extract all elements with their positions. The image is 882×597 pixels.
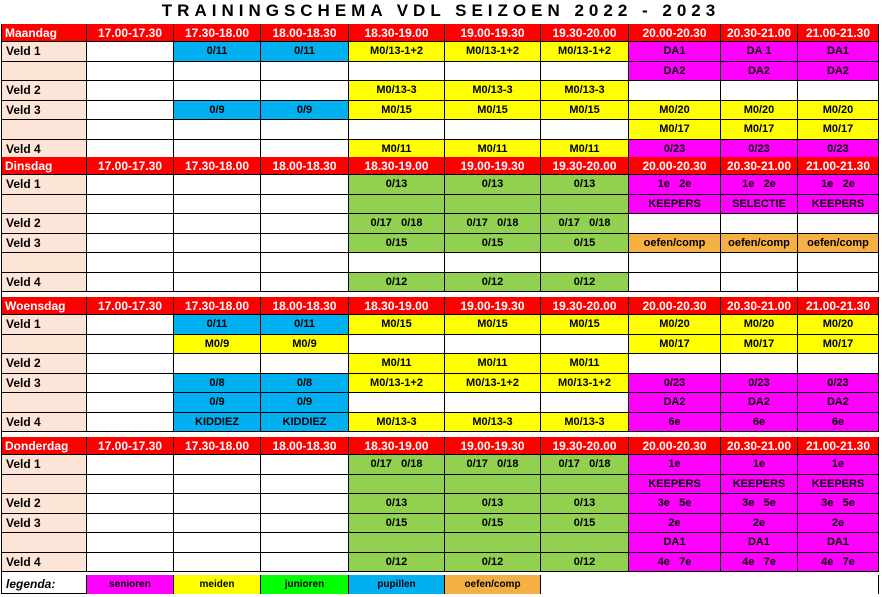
training-slot: oefen/comp: [721, 234, 798, 254]
veld-label: Veld 3: [2, 374, 87, 394]
training-slot: DA1: [721, 533, 798, 553]
time-header: 18.30-19.00: [349, 24, 445, 42]
training-slot: 0/11: [174, 42, 261, 62]
training-slot: 0/11: [261, 42, 349, 62]
training-slot: KEEPERS: [721, 475, 798, 495]
training-slot: M0/15: [445, 315, 541, 335]
veld-label: Veld 3: [2, 101, 87, 121]
empty-slot: [174, 553, 261, 573]
empty-slot: [349, 195, 445, 215]
empty-slot: [87, 234, 174, 254]
training-slot: 0/23: [721, 140, 798, 160]
empty-slot: [261, 175, 349, 195]
training-slot: 0/13: [445, 175, 541, 195]
empty-slot: [445, 533, 541, 553]
training-slot: DA1: [629, 533, 721, 553]
veld-label: Veld 4: [2, 140, 87, 160]
training-slot: M0/15: [349, 101, 445, 121]
empty-slot: [541, 475, 629, 495]
training-slot: 0/12: [445, 273, 541, 293]
training-slot: 0/11: [261, 315, 349, 335]
training-slot: 0/13: [445, 494, 541, 514]
training-slot: M0/13-1+2: [541, 374, 629, 394]
training-slot: SELECTIE: [721, 195, 798, 215]
time-header: 19.00-19.30: [445, 24, 541, 42]
training-slot: 6e: [629, 413, 721, 433]
training-slot: M0/13-1+2: [541, 42, 629, 62]
time-header: 18.30-19.00: [349, 297, 445, 315]
training-slot: M0/17: [629, 335, 721, 355]
training-slot: 0/15: [349, 514, 445, 534]
training-slot: 6e: [798, 413, 879, 433]
empty-slot: [87, 533, 174, 553]
empty-slot: [721, 81, 798, 101]
training-slot: 1e: [721, 455, 798, 475]
empty-slot: [629, 214, 721, 234]
training-slot: 2e: [798, 514, 879, 534]
empty-slot: [174, 195, 261, 215]
training-slot: 1e: [798, 455, 879, 475]
veld-label: [2, 253, 87, 273]
empty-slot: [445, 120, 541, 140]
day-header: Donderdag: [2, 437, 87, 455]
veld-label: [2, 335, 87, 355]
training-slot: 0/9: [174, 101, 261, 121]
empty-slot: [87, 553, 174, 573]
empty-slot: [798, 214, 879, 234]
training-slot: 0/12: [445, 553, 541, 573]
empty-slot: [87, 273, 174, 293]
training-slot: 0/23: [798, 374, 879, 394]
training-slot: 0/17 0/18: [541, 214, 629, 234]
empty-slot: [261, 234, 349, 254]
empty-slot: [349, 335, 445, 355]
training-slot: KEEPERS: [629, 195, 721, 215]
training-slot: M0/11: [541, 354, 629, 374]
training-slot: 2e: [721, 514, 798, 534]
training-slot: 0/15: [349, 234, 445, 254]
empty-slot: [174, 120, 261, 140]
veld-label: [2, 475, 87, 495]
training-slot: M0/15: [445, 101, 541, 121]
training-slot: M0/20: [721, 315, 798, 335]
empty-slot: [87, 374, 174, 394]
veld-label: [2, 393, 87, 413]
legend-spacer: [541, 575, 879, 594]
training-slot: M0/13-1+2: [349, 374, 445, 394]
training-slot: DA2: [798, 393, 879, 413]
training-slot: 0/23: [629, 374, 721, 394]
empty-slot: [541, 393, 629, 413]
empty-slot: [174, 62, 261, 82]
empty-slot: [721, 253, 798, 273]
training-slot: M0/20: [798, 315, 879, 335]
training-slot: oefen/comp: [798, 234, 879, 254]
training-slot: M0/13-1+2: [445, 374, 541, 394]
training-slot: 0/15: [541, 514, 629, 534]
training-slot: 0/17 0/18: [445, 455, 541, 475]
veld-label: [2, 533, 87, 553]
training-slot: M0/20: [629, 315, 721, 335]
training-slot: 1e: [629, 455, 721, 475]
empty-slot: [87, 214, 174, 234]
empty-slot: [87, 393, 174, 413]
empty-slot: [798, 273, 879, 293]
empty-slot: [174, 234, 261, 254]
training-slot: 0/9: [261, 101, 349, 121]
training-slot: M0/17: [629, 120, 721, 140]
training-slot: M0/11: [541, 140, 629, 160]
empty-slot: [261, 81, 349, 101]
empty-slot: [349, 393, 445, 413]
time-header: 17.00-17.30: [87, 157, 174, 175]
training-slot: M0/11: [445, 140, 541, 160]
veld-label: Veld 4: [2, 553, 87, 573]
training-slot: 0/15: [445, 514, 541, 534]
time-header: 19.30-20.00: [541, 437, 629, 455]
day-header: Maandag: [2, 24, 87, 42]
time-header: 20.00-20.30: [629, 297, 721, 315]
training-slot: M0/11: [349, 354, 445, 374]
training-slot: M0/15: [349, 315, 445, 335]
time-header: 21.00-21.30: [798, 297, 879, 315]
empty-slot: [349, 120, 445, 140]
empty-slot: [541, 195, 629, 215]
empty-slot: [261, 62, 349, 82]
training-slot: M0/17: [721, 335, 798, 355]
training-slot: 1e 2e: [798, 175, 879, 195]
time-header: 20.30-21.00: [721, 157, 798, 175]
veld-label: Veld 2: [2, 494, 87, 514]
training-slot: M0/20: [798, 101, 879, 121]
training-slot: M0/17: [798, 335, 879, 355]
empty-slot: [261, 273, 349, 293]
empty-slot: [174, 475, 261, 495]
time-header: 19.00-19.30: [445, 157, 541, 175]
training-slot: 1e 2e: [629, 175, 721, 195]
training-slot: 0/13: [541, 494, 629, 514]
legend-item: pupillen: [349, 575, 445, 594]
training-slot: 6e: [721, 413, 798, 433]
training-slot: DA2: [721, 393, 798, 413]
empty-slot: [174, 455, 261, 475]
training-slot: M0/13-3: [445, 81, 541, 101]
empty-slot: [87, 475, 174, 495]
time-header: 17.30-18.00: [174, 297, 261, 315]
training-slot: 3e 5e: [629, 494, 721, 514]
training-slot: 0/11: [174, 315, 261, 335]
empty-slot: [798, 253, 879, 273]
training-slot: DA2: [721, 62, 798, 82]
training-slot: DA1: [798, 533, 879, 553]
empty-slot: [174, 494, 261, 514]
empty-slot: [798, 81, 879, 101]
time-header: 17.00-17.30: [87, 437, 174, 455]
time-header: 21.00-21.30: [798, 24, 879, 42]
training-slot: 3e 5e: [721, 494, 798, 514]
empty-slot: [87, 253, 174, 273]
time-header: 19.00-19.30: [445, 297, 541, 315]
veld-label: Veld 3: [2, 514, 87, 534]
empty-slot: [445, 475, 541, 495]
time-header: 19.00-19.30: [445, 437, 541, 455]
empty-slot: [261, 253, 349, 273]
training-slot: 0/15: [445, 234, 541, 254]
empty-slot: [445, 335, 541, 355]
training-slot: M0/13-3: [349, 81, 445, 101]
empty-slot: [541, 62, 629, 82]
training-slot: M0/15: [541, 101, 629, 121]
time-header: 19.30-20.00: [541, 157, 629, 175]
empty-slot: [87, 315, 174, 335]
time-header: 18.30-19.00: [349, 437, 445, 455]
veld-label: Veld 4: [2, 273, 87, 293]
time-header: 18.30-19.00: [349, 157, 445, 175]
training-slot: KEEPERS: [798, 195, 879, 215]
training-slot: M0/13-3: [445, 413, 541, 433]
training-slot: 0/17 0/18: [541, 455, 629, 475]
empty-slot: [261, 514, 349, 534]
empty-slot: [174, 514, 261, 534]
training-slot: 0/13: [349, 494, 445, 514]
veld-label: Veld 1: [2, 455, 87, 475]
empty-slot: [261, 533, 349, 553]
time-header: 18.00-18.30: [261, 157, 349, 175]
veld-label: Veld 2: [2, 354, 87, 374]
training-slot: M0/9: [261, 335, 349, 355]
training-slot: M0/9: [174, 335, 261, 355]
training-slot: 4e 7e: [629, 553, 721, 573]
training-slot: 0/17 0/18: [349, 214, 445, 234]
training-slot: 0/12: [349, 553, 445, 573]
training-slot: DA1: [629, 42, 721, 62]
empty-slot: [349, 475, 445, 495]
veld-label: Veld 2: [2, 81, 87, 101]
training-slot: 0/17 0/18: [349, 455, 445, 475]
training-slot: 0/13: [349, 175, 445, 195]
training-slot: 0/15: [541, 234, 629, 254]
empty-slot: [541, 335, 629, 355]
training-slot: M0/15: [541, 315, 629, 335]
veld-label: Veld 3: [2, 234, 87, 254]
training-slot: DA2: [629, 393, 721, 413]
training-slot: 0/23: [629, 140, 721, 160]
training-slot: 4e 7e: [721, 553, 798, 573]
empty-slot: [629, 253, 721, 273]
veld-label: [2, 195, 87, 215]
training-slot: 0/8: [261, 374, 349, 394]
empty-slot: [721, 214, 798, 234]
empty-slot: [87, 354, 174, 374]
training-slot: 0/23: [798, 140, 879, 160]
empty-slot: [174, 533, 261, 553]
veld-label: Veld 1: [2, 42, 87, 62]
empty-slot: [541, 533, 629, 553]
empty-slot: [445, 195, 541, 215]
empty-slot: [174, 273, 261, 293]
time-header: 20.30-21.00: [721, 437, 798, 455]
training-slot: 0/12: [349, 273, 445, 293]
training-slot: M0/11: [349, 140, 445, 160]
time-header: 18.00-18.30: [261, 24, 349, 42]
training-slot: M0/20: [721, 101, 798, 121]
training-slot: KIDDIEZ: [261, 413, 349, 433]
veld-label: [2, 62, 87, 82]
empty-slot: [174, 354, 261, 374]
day-header: Dinsdag: [2, 157, 87, 175]
training-slot: M0/17: [798, 120, 879, 140]
training-slot: 0/9: [174, 393, 261, 413]
empty-slot: [174, 253, 261, 273]
empty-slot: [261, 354, 349, 374]
legend-item: senioren: [87, 575, 174, 594]
empty-slot: [541, 253, 629, 273]
time-header: 18.00-18.30: [261, 297, 349, 315]
time-header: 17.00-17.30: [87, 24, 174, 42]
empty-slot: [261, 553, 349, 573]
training-slot: M0/13-3: [349, 413, 445, 433]
time-header: 17.00-17.30: [87, 297, 174, 315]
training-slot: DA1: [798, 42, 879, 62]
time-header: 20.00-20.30: [629, 24, 721, 42]
training-slot: M0/13-1+2: [445, 42, 541, 62]
legend-item: oefen/comp: [445, 575, 541, 594]
empty-slot: [721, 273, 798, 293]
time-header: 18.00-18.30: [261, 437, 349, 455]
empty-slot: [629, 273, 721, 293]
empty-slot: [87, 494, 174, 514]
training-slot: 0/23: [721, 374, 798, 394]
empty-slot: [349, 533, 445, 553]
empty-slot: [87, 120, 174, 140]
time-header: 17.30-18.00: [174, 437, 261, 455]
time-header: 21.00-21.30: [798, 157, 879, 175]
time-header: 20.30-21.00: [721, 297, 798, 315]
time-header: 20.00-20.30: [629, 437, 721, 455]
training-slot: 0/17 0/18: [445, 214, 541, 234]
legend-item: meiden: [174, 575, 261, 594]
veld-label: Veld 2: [2, 214, 87, 234]
empty-slot: [798, 354, 879, 374]
training-slot: 2e: [629, 514, 721, 534]
empty-slot: [629, 354, 721, 374]
training-slot: KIDDIEZ: [174, 413, 261, 433]
time-header: 17.30-18.00: [174, 24, 261, 42]
training-slot: M0/13-1+2: [349, 42, 445, 62]
empty-slot: [445, 253, 541, 273]
empty-slot: [87, 42, 174, 62]
empty-slot: [721, 354, 798, 374]
empty-slot: [174, 175, 261, 195]
time-header: 20.00-20.30: [629, 157, 721, 175]
training-slot: 4e 7e: [798, 553, 879, 573]
training-slot: M0/20: [629, 101, 721, 121]
empty-slot: [445, 62, 541, 82]
legend-item: junioren: [261, 575, 349, 594]
training-slot: 0/12: [541, 553, 629, 573]
page-title: TRAININGSCHEMA VDL SEIZOEN 2022 - 2023: [161, 1, 721, 20]
training-slot: 0/12: [541, 273, 629, 293]
training-slot: DA 1: [721, 42, 798, 62]
empty-slot: [87, 195, 174, 215]
training-slot: KEEPERS: [629, 475, 721, 495]
empty-slot: [629, 81, 721, 101]
training-slot: 0/8: [174, 374, 261, 394]
empty-slot: [87, 101, 174, 121]
empty-slot: [445, 393, 541, 413]
empty-slot: [174, 214, 261, 234]
empty-slot: [261, 214, 349, 234]
empty-slot: [87, 335, 174, 355]
veld-label: [2, 120, 87, 140]
empty-slot: [87, 413, 174, 433]
empty-slot: [87, 81, 174, 101]
empty-slot: [87, 62, 174, 82]
empty-slot: [261, 494, 349, 514]
empty-slot: [349, 253, 445, 273]
training-slot: DA2: [629, 62, 721, 82]
training-slot: 1e 2e: [721, 175, 798, 195]
training-slot: M0/17: [721, 120, 798, 140]
empty-slot: [261, 455, 349, 475]
time-header: 20.30-21.00: [721, 24, 798, 42]
empty-slot: [541, 120, 629, 140]
training-slot: 0/9: [261, 393, 349, 413]
veld-label: Veld 4: [2, 413, 87, 433]
empty-slot: [87, 455, 174, 475]
training-slot: KEEPERS: [798, 475, 879, 495]
training-slot: DA2: [798, 62, 879, 82]
training-slot: M0/11: [445, 354, 541, 374]
training-slot: M0/13-3: [541, 81, 629, 101]
training-slot: oefen/comp: [629, 234, 721, 254]
training-slot: 0/13: [541, 175, 629, 195]
training-slot: 3e 5e: [798, 494, 879, 514]
empty-slot: [87, 514, 174, 534]
training-slot: M0/13-3: [541, 413, 629, 433]
day-header: Woensdag: [2, 297, 87, 315]
time-header: 21.00-21.30: [798, 437, 879, 455]
empty-slot: [174, 81, 261, 101]
legend-label: legenda:: [2, 575, 87, 594]
empty-slot: [261, 475, 349, 495]
veld-label: Veld 1: [2, 315, 87, 335]
empty-slot: [349, 62, 445, 82]
veld-label: Veld 1: [2, 175, 87, 195]
empty-slot: [261, 195, 349, 215]
empty-slot: [261, 120, 349, 140]
time-header: 19.30-20.00: [541, 24, 629, 42]
empty-slot: [87, 175, 174, 195]
time-header: 17.30-18.00: [174, 157, 261, 175]
time-header: 19.30-20.00: [541, 297, 629, 315]
